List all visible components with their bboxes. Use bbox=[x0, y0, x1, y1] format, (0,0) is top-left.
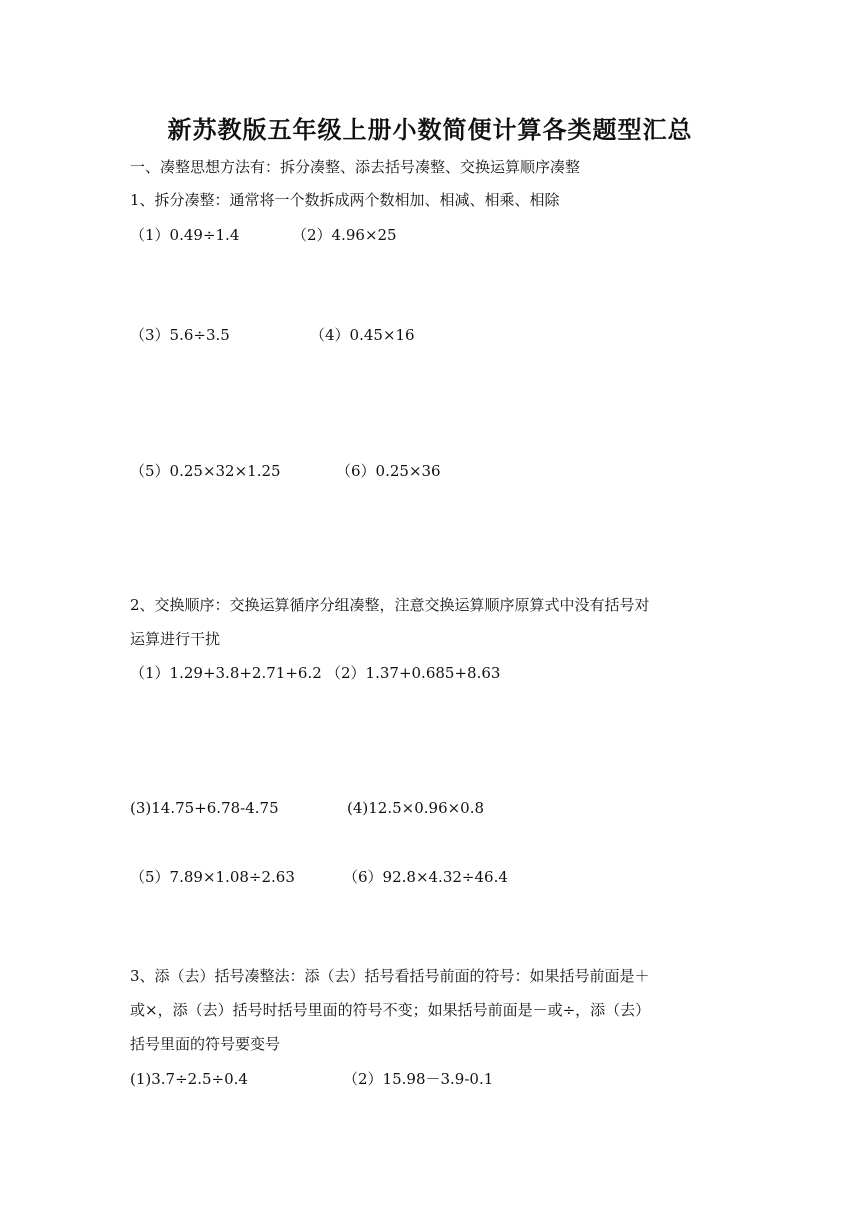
s1-problem-6: （6）0.25×36 bbox=[336, 462, 441, 480]
s2-problem-3: (3)14.75+6.78-4.75 bbox=[130, 799, 279, 817]
section2-heading-line1: 2、交换顺序：交换运算循序分组凑整，注意交换运算顺序原算式中没有括号对 bbox=[130, 596, 650, 614]
s1-problem-4: （4）0.45×16 bbox=[310, 326, 415, 344]
s1-problem-3: （3）5.6÷3.5 bbox=[130, 326, 230, 344]
s3-problem-2: （2）15.98－3.9-0.1 bbox=[343, 1070, 494, 1088]
page-title: 新苏教版五年级上册小数简便计算各类题型汇总 bbox=[167, 115, 693, 144]
s2-problem-6: （6）92.8×4.32÷46.4 bbox=[343, 868, 508, 886]
intro-text: 一、凑整思想方法有：拆分凑整、添去括号凑整、交换运算顺序凑整 bbox=[130, 158, 581, 176]
section2-heading-line2: 运算进行干扰 bbox=[130, 630, 221, 648]
s3-problem-1: (1)3.7÷2.5÷0.4 bbox=[130, 1070, 248, 1088]
s2-problem-5: （5）7.89×1.08÷2.63 bbox=[130, 868, 295, 886]
s1-problem-5: （5）0.25×32×1.25 bbox=[130, 462, 281, 480]
s2-problem-4: (4)12.5×0.96×0.8 bbox=[347, 799, 485, 817]
section1-heading: 1、拆分凑整：通常将一个数拆成两个数相加、相减、相乘、相除 bbox=[130, 191, 560, 209]
s1-problem-1: （1）0.49÷1.4 bbox=[130, 226, 240, 244]
section3-heading-line1: 3、添（去）括号凑整法：添（去）括号看括号前面的符号：如果括号前面是＋ bbox=[130, 967, 650, 985]
section3-heading-line3: 括号里面的符号要变号 bbox=[130, 1035, 281, 1053]
s2-problem-2: （2）1.37+0.685+8.63 bbox=[326, 664, 501, 682]
section3-heading-line2: 或×，添（去）括号时括号里面的符号不变；如果括号前面是－或÷，添（去） bbox=[130, 1001, 651, 1019]
s1-problem-2: （2）4.96×25 bbox=[292, 226, 397, 244]
s2-problem-1: （1）1.29+3.8+2.71+6.2 bbox=[130, 664, 322, 682]
